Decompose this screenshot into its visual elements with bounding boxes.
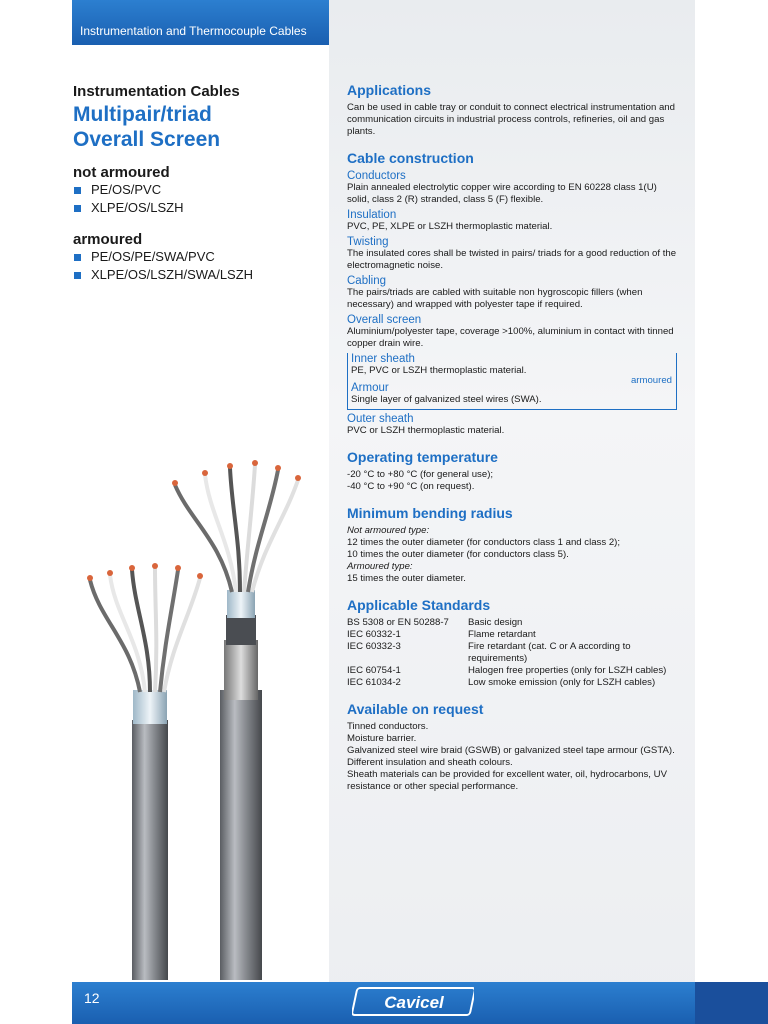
footer-band (72, 982, 329, 1024)
armoured-tag: armoured (630, 375, 672, 386)
list-item-label: XLPE/OS/LSZH (91, 200, 184, 215)
temperature-line: -20 °C to +80 °C (for general use); (347, 469, 494, 480)
inner-sheath-right (226, 615, 256, 645)
footer-band-edge (695, 982, 768, 1024)
specification-column (347, 84, 677, 793)
armour-heading: Armour (351, 382, 389, 394)
armoured-box (347, 353, 677, 410)
table-row (347, 665, 677, 677)
standard-code: IEC 60754-1 (347, 665, 401, 676)
insulation-text: PVC, PE, XLPE or LSZH thermoplastic material. (347, 221, 553, 232)
request-line: Different insulation and sheath colours. (347, 757, 513, 768)
page-number: 12 (84, 990, 100, 1006)
cable-illustration (60, 450, 330, 980)
not-armoured-heading: not armoured (73, 164, 170, 181)
request-line: Moisture barrier. (347, 733, 417, 744)
outer-sheath-right (220, 690, 262, 980)
standard-desc: Halogen free properties (only for LSZH cables) (468, 665, 667, 676)
list-item (73, 248, 323, 266)
header-band-title: Instrumentation and Thermocouple Cables (80, 24, 307, 38)
list-item (73, 199, 323, 217)
standard-desc: Flame retardant (468, 629, 536, 640)
standard-desc: Fire retardant (cat. C or A according to requirements) (468, 641, 631, 664)
twisting-heading: Twisting (347, 236, 389, 248)
bending-armoured-label: Armoured type: (347, 561, 413, 572)
cabling-heading: Cabling (347, 275, 386, 287)
standard-code: IEC 61034-2 (347, 677, 401, 688)
list-item (73, 266, 323, 284)
foil-screen-left (133, 690, 167, 724)
request-line: Tinned conductors. (347, 721, 429, 732)
logo-text: Cavicel (384, 993, 444, 1012)
outer-sheath-left (132, 720, 168, 980)
table-row (347, 629, 677, 641)
applications-text: Can be used in cable tray or conduit to connect electrical instrumentation and communication circuits in industrial process controls, refineries, oil and gas plants. (347, 102, 675, 137)
cores-left (90, 568, 200, 692)
company-logo (352, 985, 474, 1018)
table-row (347, 677, 677, 689)
outer-sheath-heading: Outer sheath (347, 413, 414, 425)
request-line: Galvanized steel wire braid (GSWB) or galvanized steel tape armour (GSTA). (347, 745, 675, 756)
bullet-square-icon (74, 205, 81, 212)
product-title-line1: Multipair/triad (73, 103, 212, 126)
standard-desc: Basic design (468, 617, 523, 628)
margin-strip (695, 0, 768, 1024)
request-line: Sheath materials can be provided for excellent water, oil, hydrocarbons, UV resistance or other special performance. (347, 769, 667, 792)
cores-right (175, 465, 298, 592)
applications-heading: Applications (347, 82, 432, 98)
cabling-text: The pairs/triads are cabled with suitable non hygroscopic fillers (when necessary) and wrapped with polyester tape if required. (347, 287, 643, 310)
overall-screen-text: Aluminium/polyester tape, coverage >100%, aluminium in contact with tinned copper drain wire. (347, 326, 674, 349)
bending-line: 15 times the outer diameter. (347, 573, 466, 584)
standard-code: IEC 60332-1 (347, 629, 401, 640)
bullet-square-icon (74, 187, 81, 194)
twisting-text: The insulated cores shall be twisted in pairs/ triads for a good reduction of the electromagnetic noise. (347, 248, 677, 271)
list-item-label: PE/OS/PVC (91, 182, 162, 197)
inner-sheath-text: PE, PVC or LSZH thermoplastic material. (351, 365, 527, 376)
temperature-line: -40 °C to +90 °C (on request). (347, 481, 475, 492)
request-heading: Available on request (347, 701, 484, 717)
standards-heading: Applicable Standards (347, 597, 491, 613)
standard-code: BS 5308 or EN 50288-7 (347, 617, 449, 628)
armoured-heading: armoured (73, 231, 143, 248)
bending-line: 10 times the outer diameter (for conductors class 5). (347, 549, 569, 560)
insulation-heading: Insulation (347, 209, 397, 221)
table-row (347, 641, 677, 665)
temperature-heading: Operating temperature (347, 449, 498, 465)
construction-heading: Cable construction (347, 150, 474, 166)
armour-wires-right (224, 640, 258, 700)
list-item (73, 181, 323, 199)
list-item-label: XLPE/OS/LSZH/SWA/LSZH (91, 267, 254, 282)
overall-screen-heading: Overall screen (347, 314, 422, 326)
bending-not-armoured-label: Not armoured type: (347, 525, 430, 536)
conductors-text: Plain annealed electrolytic copper wire according to EN 60228 class 1(U) solid, class 2 (R) stranded, class 5 (F) flexible. (347, 182, 657, 205)
inner-sheath-heading: Inner sheath (351, 353, 415, 365)
copper-tips-right (172, 460, 301, 486)
armour-text: Single layer of galvanized steel wires (SWA). (351, 394, 542, 405)
standard-code: IEC 60332-3 (347, 641, 401, 652)
product-summary (73, 83, 323, 284)
standard-desc: Low smoke emission (only for LSZH cables) (468, 677, 656, 688)
outer-sheath-text: PVC or LSZH thermoplastic material. (347, 425, 505, 436)
bullet-square-icon (74, 272, 81, 279)
product-category: Instrumentation Cables (73, 83, 240, 100)
product-title-line2: Overall Screen (73, 128, 221, 151)
header-band (72, 0, 329, 45)
bending-line: 12 times the outer diameter (for conductors class 1 and class 2); (347, 537, 621, 548)
bullet-square-icon (74, 254, 81, 261)
copper-tips-left (87, 563, 203, 581)
conductors-heading: Conductors (347, 170, 406, 182)
foil-screen-right (227, 590, 255, 618)
list-item-label: PE/OS/PE/SWA/PVC (91, 249, 215, 264)
table-row (347, 617, 677, 629)
bending-heading: Minimum bending radius (347, 505, 513, 521)
